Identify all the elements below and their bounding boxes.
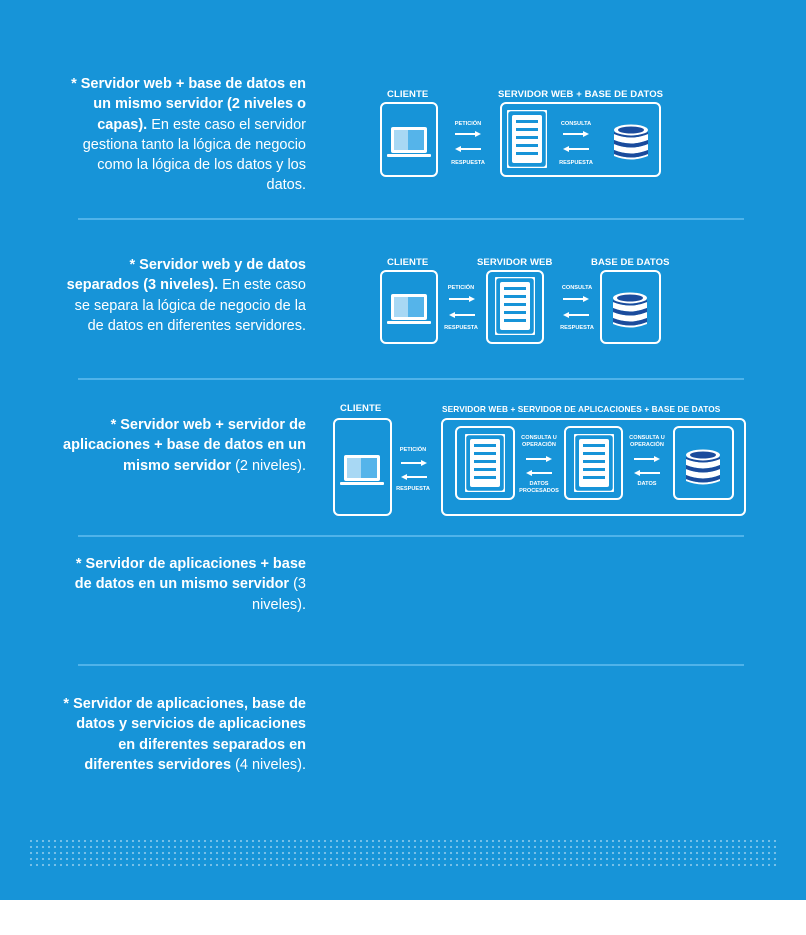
diagram-3-arrow-1-top-label: PETICIÓN [399, 447, 427, 453]
section-3-title: * Servidor web + servidor de aplicaciones + base de datos en un mismo servidor [63, 417, 306, 474]
diagram-2-arrow-1-bottom-label: RESPUESTA [444, 325, 478, 331]
section-4-description [60, 554, 306, 615]
diagram-3-arrow-1-bottom-label: RESPUESTA [396, 486, 430, 492]
section-1-description [60, 74, 306, 196]
diagram-2-db-label: BASE DE DATOS [591, 257, 670, 268]
diagram-1-arrow-2-top-label: CONSULTA [560, 121, 592, 127]
section-3-description [60, 415, 306, 476]
arrow-left-icon [449, 312, 475, 318]
diagram-1-arrow-1-bottom-label: RESPUESTA [451, 160, 485, 166]
diagram-3-arrow-2-bottom-line-1: DATOS [529, 481, 549, 487]
section-5-body: (4 niveles). [231, 756, 306, 773]
section-5-title: * Servidor de aplicaciones, base de datos y servicios de aplicaciones en diferentes separados en diferentes servidores [63, 696, 306, 773]
arrow-left-icon [563, 312, 589, 318]
database-icon [685, 449, 721, 487]
laptop-icon [340, 452, 384, 486]
diagram-1-arrow-2-bottom-label: RESPUESTA [559, 160, 593, 166]
arrow-left-icon [455, 146, 481, 152]
diagram-3-arrow-3-bottom-label: DATOS [637, 481, 657, 487]
diagram-2-web-label: SERVIDOR WEB [477, 257, 553, 268]
divider-1 [78, 218, 744, 220]
divider-4 [78, 664, 744, 666]
section-4-title: * Servidor de aplicaciones + base de datos en un mismo servidor [74, 556, 306, 593]
laptop-icon [387, 124, 431, 158]
diagram-3-arrow-2-bottom-label [516, 481, 562, 495]
database-icon [613, 124, 649, 162]
diagram-2-client-label: CLIENTE [387, 257, 429, 268]
server-icon [507, 110, 547, 168]
diagram-3-client-label: CLIENTE [340, 403, 382, 414]
diagram-3-arrow-2-top-label [518, 435, 560, 449]
arrow-right-icon [401, 460, 427, 466]
diagram-3-arrow-2-bottom-line-2: PROCESADOS [519, 488, 559, 494]
section-4-body: (3 niveles). [252, 576, 306, 613]
server-icon [465, 434, 505, 492]
laptop-icon [387, 291, 431, 325]
arrow-left-icon [634, 470, 660, 476]
diagram-2-arrow-2-bottom-label: RESPUESTA [560, 325, 594, 331]
arrow-left-icon [526, 470, 552, 476]
diagram-1-arrow-1-top-label: PETICIÓN [454, 121, 482, 127]
diagram-3-arrow-2-top-line-1: CONSULTA U [521, 435, 557, 441]
section-5-description [60, 694, 306, 775]
dot-pattern-band [28, 838, 780, 868]
diagram-2-arrow-1-top-label: PETICIÓN [447, 285, 475, 291]
server-icon [495, 277, 535, 335]
section-1-body: En este caso el servidor gestiona tanto la lógica de negocio como la lógica de los datos y los datos. [82, 116, 306, 194]
server-icon [574, 434, 614, 492]
diagram-3-arrow-3-top-label [626, 435, 668, 449]
divider-3 [78, 535, 744, 537]
arrow-left-icon [401, 474, 427, 480]
arrow-right-icon [526, 456, 552, 462]
divider-2 [78, 378, 744, 380]
section-3-body: (2 niveles). [231, 457, 306, 474]
arrow-right-icon [563, 296, 589, 302]
diagram-3-arrow-3-top-line-1: CONSULTA U [629, 435, 665, 441]
section-2-body: En este caso se separa la lógica de negocio de la de datos en diferentes servidores. [74, 277, 306, 334]
arrow-right-icon [634, 456, 660, 462]
section-2-description [60, 255, 306, 336]
diagram-3-arrow-2-top-line-2: OPERACIÓN [522, 442, 556, 448]
diagram-1-server-label: SERVIDOR WEB + BASE DE DATOS [498, 89, 664, 100]
diagram-3-server-label: SERVIDOR WEB + SERVIDOR DE APLICACIONES + BASE DE DATOS [442, 404, 721, 414]
database-icon [612, 292, 648, 330]
diagram-2-arrow-2-top-label: CONSULTA [561, 285, 593, 291]
diagram-3-arrow-3-top-line-2: OPERACIÓN [630, 442, 664, 448]
section-2-title: * Servidor web y de datos separados (3 niveles). [66, 257, 306, 294]
arrow-right-icon [449, 296, 475, 302]
diagram-1-client-label: CLIENTE [387, 89, 429, 100]
arrow-right-icon [455, 131, 481, 137]
arrow-left-icon [563, 146, 589, 152]
section-1-title: * Servidor web + base de datos en un mismo servidor (2 niveles o capas). [71, 76, 306, 133]
arrow-right-icon [563, 131, 589, 137]
